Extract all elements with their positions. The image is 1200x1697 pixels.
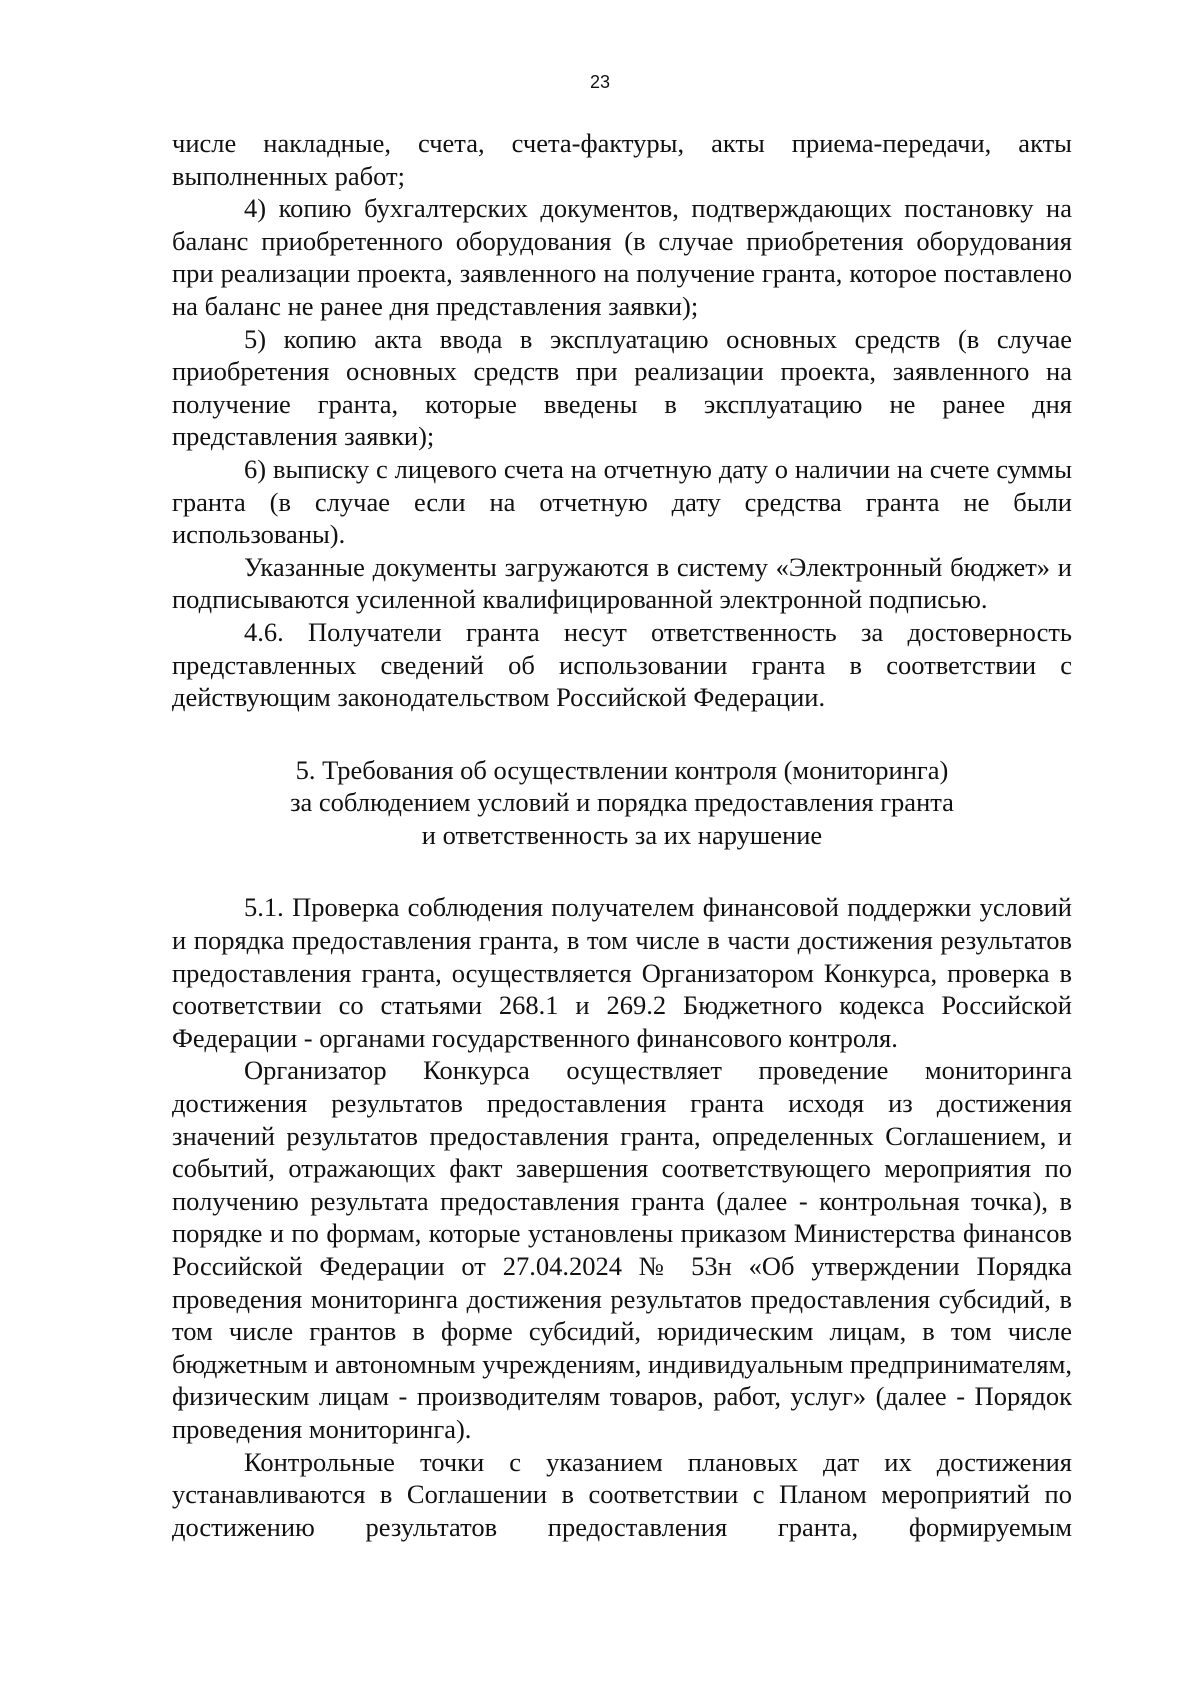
paragraph-continuation: числе накладные, счета, счета-фактуры, акты приема-передачи, акты выполненных работ; bbox=[172, 128, 1072, 191]
paragraph-item-4: 4) копию бухгалтерских документов, подтверждающих постановку на баланс приобретенного оборудования (в случае приобретения оборудования при реализации проекта, заявленного на получение гранта, которое поставлено на баланс не ранее дня представления заявки); bbox=[172, 193, 1072, 321]
section-heading-line-1: 5. Требования об осуществлении контроля (мониторинга) bbox=[295, 754, 949, 785]
paragraph-monitoring: Организатор Конкурса осуществляет проведение мониторинга достижения результатов предоставления гранта исходя из достижения значений результатов предоставления гранта, определенных Соглашением, и событий, отражающих факт завершения соответствующего мероприятия по получению результата предоставления гранта (далее - контрольная точка), в порядке и по формам, которые установлены приказом Министерства финансов Российской Федерации от 27.04.2024 № 53н «Об утверждении Порядка проведения мониторинга достижения результатов предоставления субсидий, в том числе грантов в форме субсидий, юридическим лицам, в том числе бюджетным и автономным учреждениям, индивидуальным предпринимателям, физическим лицам - производителям товаров, работ, услуг» (далее - Порядок проведения мониторинга). bbox=[172, 1055, 1072, 1444]
page-number: 23 bbox=[589, 72, 611, 92]
paragraph-4-6: 4.6. Получатели гранта несут ответственность за достоверность представленных сведений об использовании гранта в соответствии с действующим законодательством Российской Федерации. bbox=[172, 616, 1072, 713]
paragraph-control-points: Контрольные точки с указанием плановых дат их достижения устанавливаются в Соглашении в соответствии с Планом мероприятий по достижению результатов предоставления гранта, формируемым bbox=[172, 1446, 1072, 1542]
paragraph-5-1: 5.1. Проверка соблюдения получателем финансовой поддержки условий и порядка предоставления гранта, в том числе в части достижения результатов предоставления гранта, осуществляется Организатором Конкурса, проверка в соответствии со статьями 268.1 и 269.2 Бюджетного кодекса Российской Федерации - органами государственного финансового контроля. bbox=[172, 892, 1072, 1053]
paragraph-item-5: 5) копию акта ввода в эксплуатацию основных средств (в случае приобретения основных средств при реализации проекта, заявленного на получение гранта, которые введены в эксплуатацию не ранее дня представления заявки); bbox=[172, 323, 1072, 452]
section-heading-line-2: за соблюдением условий и порядка предоставления гранта bbox=[290, 787, 954, 818]
section-heading-line-3: и ответственность за их нарушение bbox=[421, 819, 823, 850]
paragraph-documents-upload: Указанные документы загружаются в систему «Электронный бюджет» и подписываются усиленной квалифицированной электронной подписью. bbox=[172, 551, 1072, 615]
paragraph-item-6: 6) выписку с лицевого счета на отчетную дату о наличии на счете суммы гранта (в случае если на отчетную дату средства гранта не были использованы). bbox=[172, 453, 1072, 550]
section-heading bbox=[172, 754, 1072, 852]
document-body bbox=[172, 127, 1072, 1543]
